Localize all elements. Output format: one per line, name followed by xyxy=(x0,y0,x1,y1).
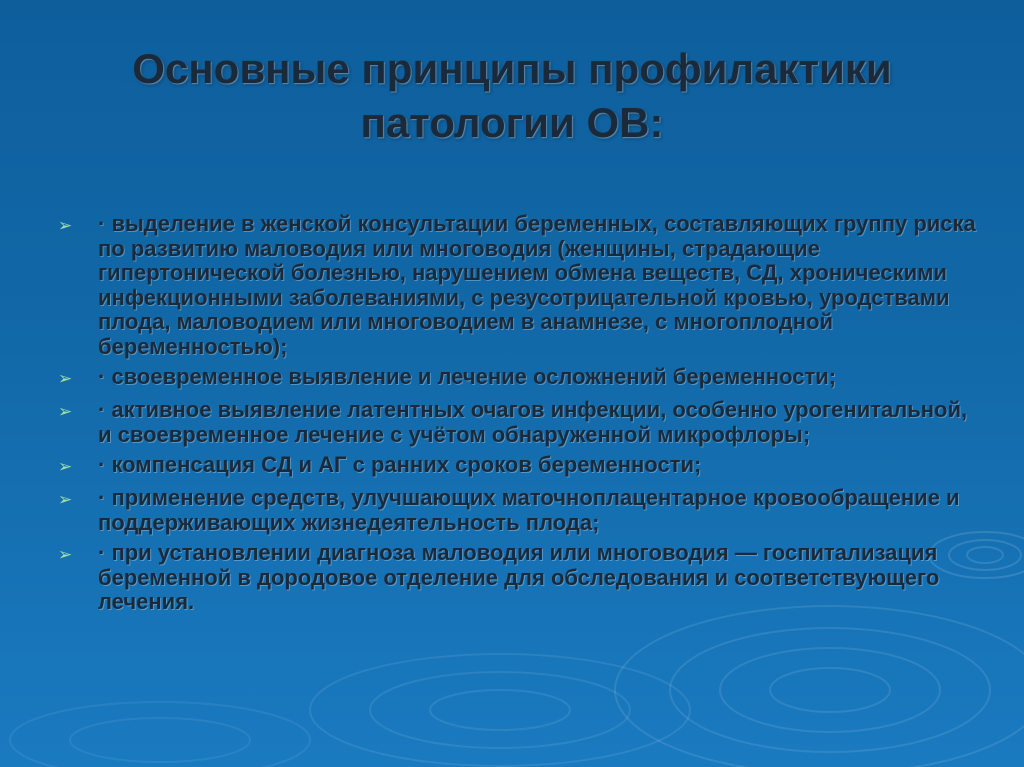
slide-title xyxy=(60,42,964,150)
chevron-right-icon: ➢ xyxy=(58,369,73,389)
list-item-text: · компенсация СД и АГ с ранних сроков беременности; xyxy=(98,452,702,477)
list-item-text: · своевременное выявление и лечение осложнений беременности; xyxy=(98,364,837,389)
list-item xyxy=(58,398,978,447)
list-item-text: · применение средств, улучшающих маточноплацентарное кровообращение и поддерживающих жизнедеятельность плода; xyxy=(98,485,960,535)
list-item xyxy=(58,541,978,615)
list-item xyxy=(58,453,978,480)
list-item xyxy=(58,212,978,359)
chevron-right-icon: ➢ xyxy=(58,457,73,477)
slide-title-line-1: Основные принципы профилактики xyxy=(132,45,892,92)
chevron-right-icon: ➢ xyxy=(58,216,73,236)
list-item xyxy=(58,486,978,535)
chevron-right-icon: ➢ xyxy=(58,545,73,565)
list-item-text: · при установлении диагноза маловодия или многоводия — госпитализация беременной в дородовое отделение для обследования и соответствующего лечения. xyxy=(98,540,940,614)
list-item-text: · выделение в женской консультации беременных, составляющих группу риска по развитию маловодия или многоводия (женщины, страдающие гипертонической болезнью, нарушением обмена веществ, СД, хроническими инфекционными заболеваниями, с резусотрицательной кровью, уродствами плода, маловодием или многоводием в анамнезе, с многоплодной беременностью); xyxy=(98,211,976,359)
list-item xyxy=(58,365,978,392)
chevron-right-icon: ➢ xyxy=(58,402,73,422)
chevron-right-icon: ➢ xyxy=(58,490,73,510)
list-item-text: · активное выявление латентных очагов инфекции, особенно урогенитальной, и своевременное лечение с учётом обнаруженной микрофлоры; xyxy=(98,397,968,447)
bullet-list xyxy=(58,212,978,621)
slide-title-line-2: патологии ОВ: xyxy=(360,99,664,146)
